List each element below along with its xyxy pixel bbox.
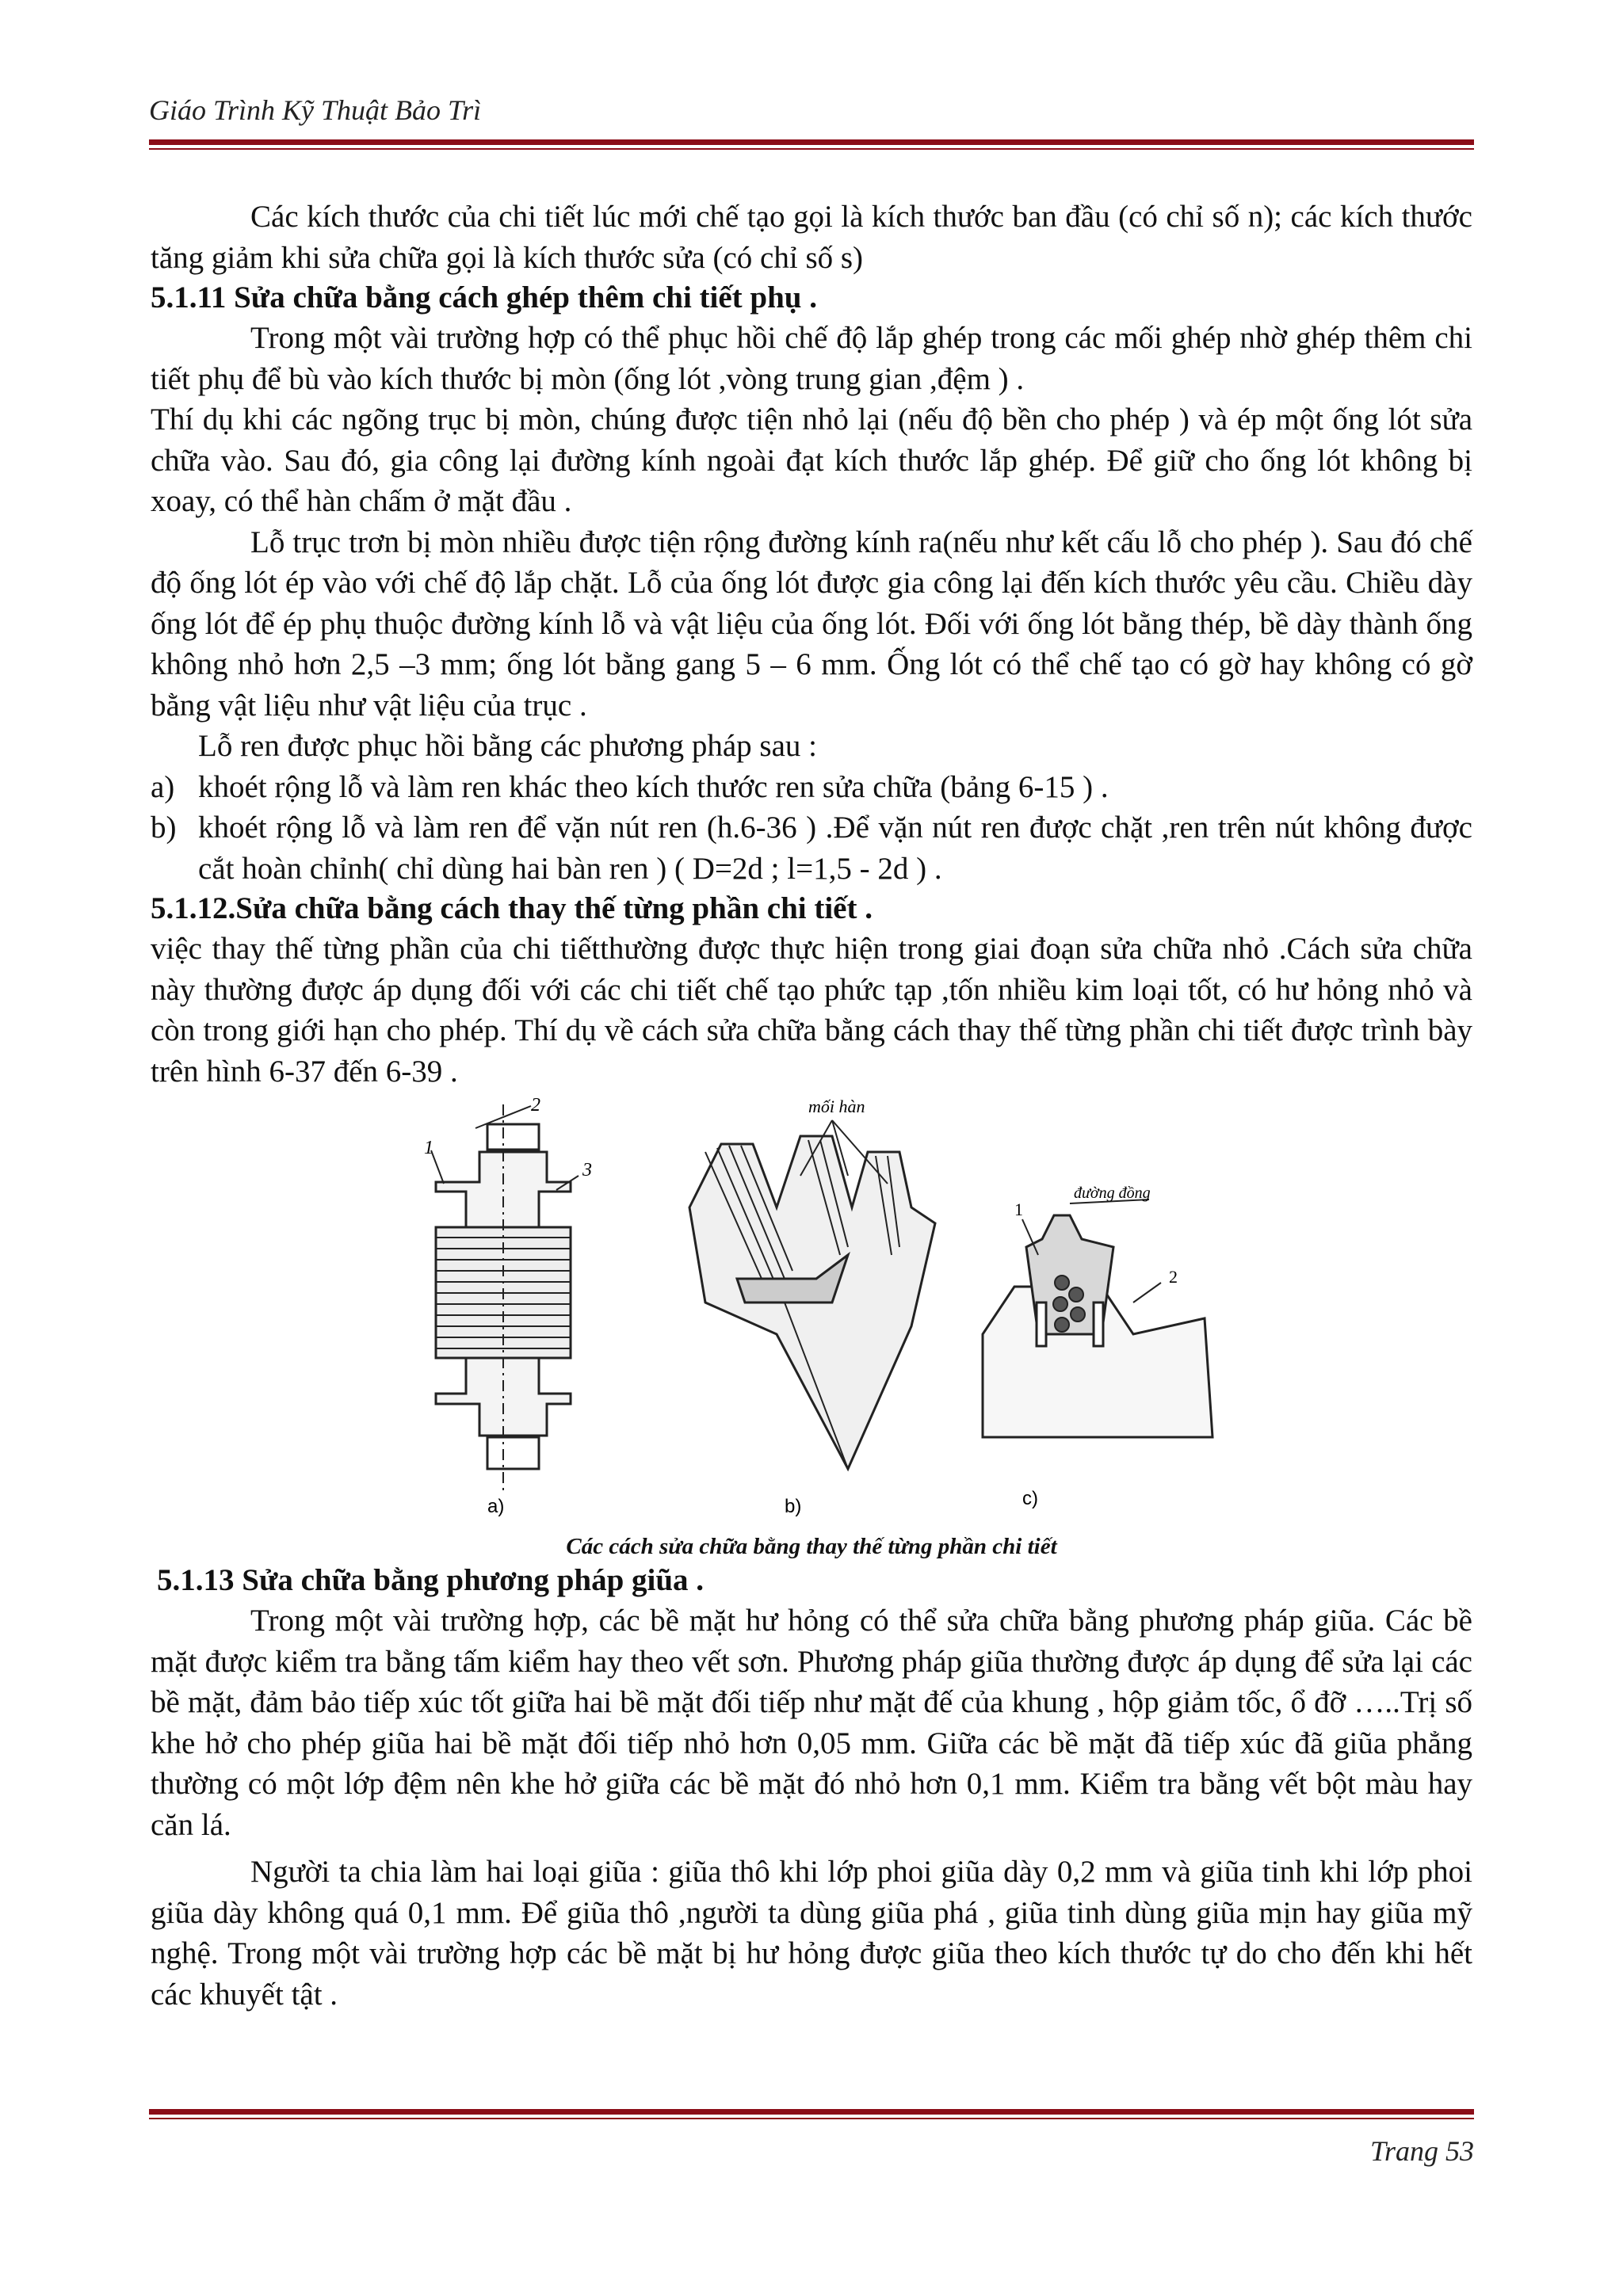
figure-repair-parts bbox=[151, 1097, 1472, 1532]
section-heading: 5.1.13 Sửa chữa bằng phương pháp giũa . bbox=[157, 1563, 705, 1597]
list-item bbox=[151, 807, 1472, 889]
section-heading: 5.1.11 Sửa chữa bằng cách ghép thêm chi tiết phụ . bbox=[151, 280, 817, 315]
label-duong-dong: đường đồng bbox=[1074, 1184, 1151, 1202]
paragraph: Lỗ ren được phục hồi bằng các phương pháp sau : bbox=[198, 729, 817, 763]
paragraph: việc thay thế từng phần của chi tiếtthường được thực hiện trong giai đoạn sửa chữa nhỏ .Cách sửa chữa này thường được áp dụng đối với các chi tiết chế tạo phức tạp ,tốn nhiều kim loại tốt, có hư hỏng nhỏ và còn trong giới hạn cho phép. Thí dụ về cách sửa chữa bằng cách thay thế từng phần chi tiết được trình bày trên hình 6-37 đến 6-39 . bbox=[151, 932, 1472, 1089]
paragraph: Thí dụ khi các ngõng trục bị mòn, chúng được tiện nhỏ lại (nếu độ bền cho phép ) và ép một ống lót sửa chữa vào. Sau đó, gia công lại đường kính ngoài đạt kích thước lắp ghép. Để giữ cho ống lót không bị xoay, có thể hàn chấm ở mặt đầu . bbox=[151, 402, 1472, 518]
label-moi-han: mối hàn bbox=[808, 1097, 865, 1116]
figure-c-tooth-insert bbox=[983, 1199, 1212, 1437]
label-3-a: 3 bbox=[582, 1160, 592, 1180]
paragraph: Người ta chia làm hai loại giũa : giũa thô khi lớp phoi giũa dày 0,2 mm và giũa tinh khi lớp phoi giũa dày không quá 0,1 mm. Để giũa thô ,người ta dùng giũa phá , giũa tinh dùng giũa mịn hay giũa mỹ nghệ. Trong một vài trường hợp các bề mặt bị hư hỏng được giũa theo kích thước tự do cho đến khi hết các khuyết tật . bbox=[151, 1855, 1472, 2012]
figure-b-gear-teeth bbox=[689, 1120, 935, 1469]
label-2-a: 2 bbox=[531, 1097, 540, 1116]
label-1-c: 1 bbox=[1014, 1199, 1023, 1219]
label-a: a) bbox=[487, 1496, 505, 1517]
label-b: b) bbox=[785, 1496, 802, 1517]
section-heading: 5.1.12.Sửa chữa bằng cách thay thế từng phần chi tiết . bbox=[151, 891, 873, 925]
figure-a-gear bbox=[431, 1104, 579, 1493]
main-content bbox=[151, 196, 1472, 2015]
figure-caption: Các cách sửa chữa bằng thay thế từng phần chi tiết bbox=[566, 1534, 1057, 1559]
paragraph: Lỗ trục trơn bị mòn nhiều được tiện rộng đường kính ra(nếu như kết cấu lỗ cho phép ). Sau đó chế độ ống lót ép vào với chế độ lắp chặt. Lỗ của ống lót được gia công lại đến kích thước yêu cầu. Chiều dày ống lót để ép phụ thuộc đường kính lỗ và vật liệu của ống lót. Đối với ống lót bằng thép, bề dày thành ống không nhỏ hơn 2,5 –3 mm; ống lót bằng gang 5 – 6 mm. Ống lót có thể chế tạo có gờ hay không có gờ bằng vật liệu như vật liệu của trục . bbox=[151, 524, 1472, 723]
header-rule bbox=[149, 139, 1474, 150]
label-1-a: 1 bbox=[424, 1138, 433, 1158]
label-2-c: 2 bbox=[1169, 1267, 1178, 1287]
list-item bbox=[151, 767, 1472, 808]
label-c: c) bbox=[1022, 1488, 1038, 1509]
header-title: Giáo Trình Kỹ Thuật Bảo Trì bbox=[149, 94, 482, 126]
list-marker: b) bbox=[151, 810, 177, 845]
list-marker: a) bbox=[151, 769, 175, 804]
page-number: Trang 53 bbox=[1369, 2135, 1474, 2167]
list-text: khoét rộng lỗ và làm ren khác theo kích thước ren sửa chữa (bảng 6-15 ) . bbox=[198, 769, 1109, 804]
paragraph: Trong một vài trường hợp, các bề mặt hư hỏng có thể sửa chữa bằng phương pháp giũa. Các bề mặt được kiểm tra bằng tấm kiểm hay theo vết sơn. Phương pháp giũa thường được áp dụng để sửa lại các bề mặt, đảm bảo tiếp xúc tốt giữa hai bề mặt đối tiếp như mặt đế của khung , hộp giảm tốc, ổ đỡ …..Trị số khe hở cho phép giũa hai bề mặt đối tiếp nhỏ hơn 0,05 mm. Giữa các bề mặt đã tiếp xúc đã giũa phẳng thường có một lớp đệm nên khe hở giữa các bề mặt đó nhỏ hơn 0,1 mm. Kiểm tra bằng vết bột màu hay căn lá. bbox=[151, 1604, 1472, 1842]
footer-rule bbox=[149, 2109, 1474, 2119]
paragraph: Trong một vài trường hợp có thể phục hồi chế độ lắp ghép trong các mối ghép nhờ ghép thêm chi tiết phụ để bù vào kích thước bị mòn (ống lót ,vòng trung gian ,đệm ) . bbox=[151, 321, 1472, 396]
list-text: khoét rộng lỗ và làm ren để vặn nút ren (h.6-36 ) .Để vặn nút ren được chặt ,ren trên nút không được cắt hoàn chỉnh( chỉ dùng hai bàn ren ) ( D=2d ; l=1,5 - 2d ) . bbox=[198, 810, 1472, 886]
paragraph: Các kích thước của chi tiết lúc mới chế tạo gọi là kích thước ban đầu (có chỉ số n); các kích thước tăng giảm khi sửa chữa gọi là kích thước sửa (có chỉ số s) bbox=[151, 200, 1472, 275]
figure-drawing bbox=[151, 1097, 1472, 1532]
